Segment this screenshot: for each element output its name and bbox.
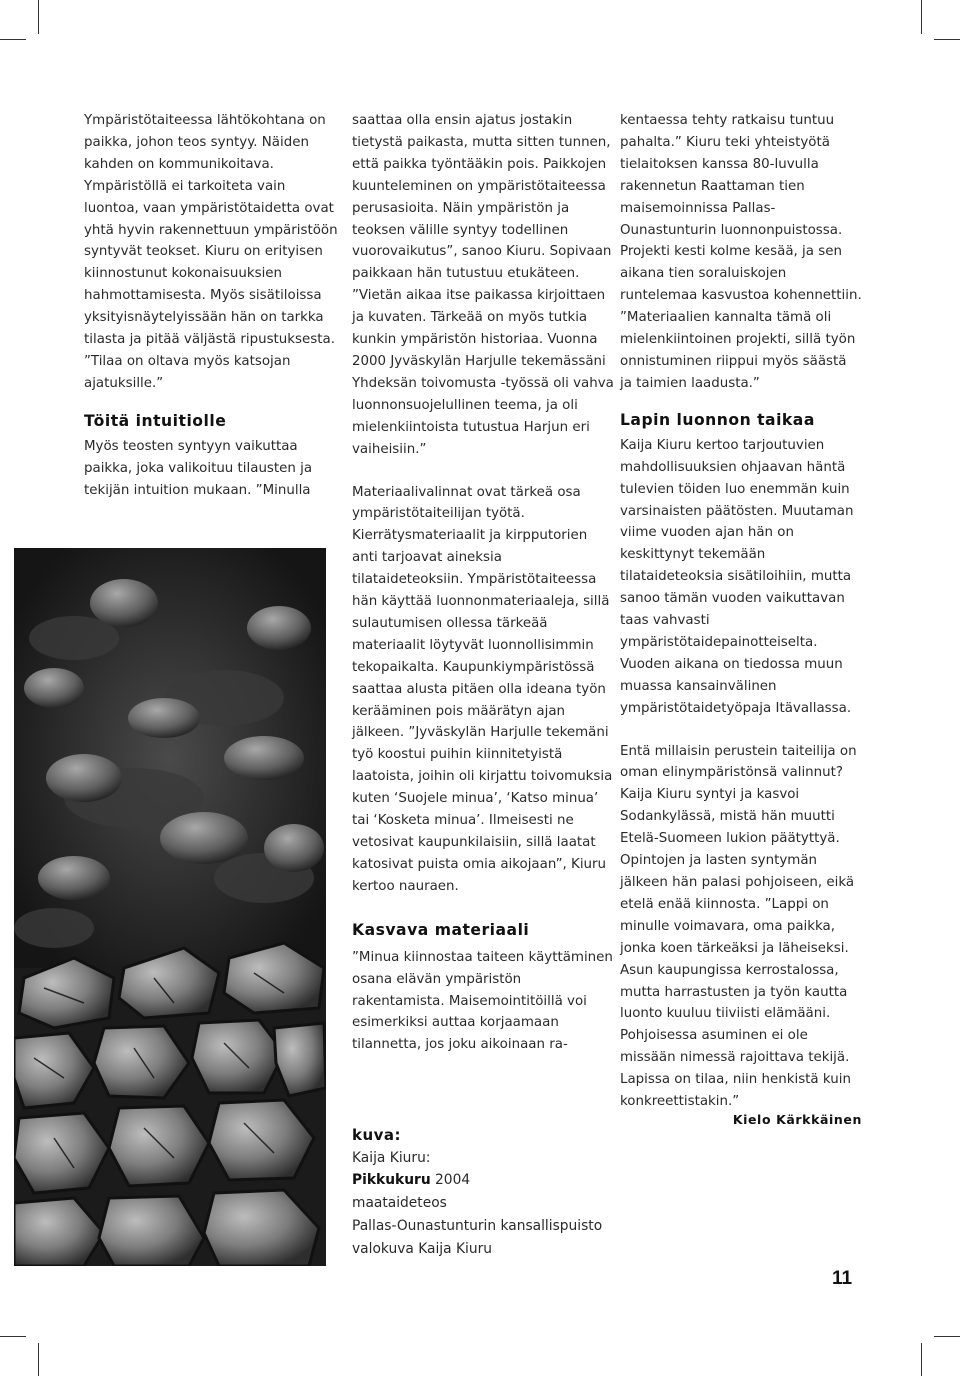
- text-column-left: [84, 110, 344, 502]
- caption-location: Pallas-Ounastunturin kansallispuisto: [352, 1217, 603, 1234]
- caption-work: [352, 1169, 622, 1192]
- paragraph: ”Minua kiinnostaa taiteen käyttäminen osana elävän ympäristön rakentamista. Maisemointitöillä voi esimerkiksi auttaa korjaamaan tilannetta, jos joku aikoinaan ra-: [352, 949, 613, 1053]
- paragraph: Entä millaisin perustein taiteilija on oman elinympäristönsä valinnut? Kaija Kiuru syntyi ja kasvoi Sodankylässä, mistä hän muutti Etelä-Suomeen lukion päätyttyä. Opintojen ja lasten syntymän jälkeen hän palasi pohjoiseen, eikä etelä enää kiinnosta. ”Lappi on minulle voimavara, oma paikka, jonka koen tärkeäksi ja läheiseksi. Asun kaupungissa kerrostalossa, mutta harrastusten ja työn kautta luonto kuuluu tiiviisti elämääni. Pohjoisessa asuminen ei ole missään nimessä rajoittava tekijä. Lapissa on tilaa, niin henkistä kuin konkreettistakin.”: [620, 743, 857, 1110]
- text-column-middle: [352, 110, 614, 1056]
- caption-work-title: Pikkukuru: [352, 1172, 431, 1189]
- paragraph: Kaija Kiuru kertoo tarjoutuvien mahdollisuuksien ohjaavan häntä tulevien töiden luo enemmän kuin varsinaisten päätösten. Muutaman viime vuoden ajan hän on keskittynyt tekemään tilataideteoksia sisätiloihiin, mutta sanoo tämän vuoden vaikuttavan taas vahvasti ympäristötaidepainotteiselta. Vuoden aikana on tiedossa muun muassa kansainvälinen ympäristötaidetyöpaja Itävallassa.: [620, 437, 854, 716]
- paragraph: saattaa olla ensin ajatus jostakin tietystä paikasta, mutta sitten tunnen, että paikka työntääkin pois. Paikkojen kuunteleminen on ympäristötaiteessa perusasioita. Näin ympäristön ja teoksen välille syntyy todellinen vuorovaikutus”, sanoo Kiuru. Sopivaan paikkaan hän tutustuu etukäteen. ”Vietän aikaa itse paikassa kirjoittaen ja kuvaten. Tärkeää on myös tutkia kunkin ympäristön historiaa. Vuonna 2000 Jyväskylän Harjulle tekemässäni Yhdeksän toivomusta -työssä oli vahva luonnonsuojelullinen teema, ja oli mielenkiintoista tutustua Harjun eri vaiheisiin.”: [352, 113, 614, 457]
- page-number: 11: [832, 1268, 853, 1289]
- author-signature: Kielo Kärkkäinen: [732, 1111, 862, 1127]
- crop-mark: [934, 39, 960, 40]
- crop-mark: [38, 1343, 39, 1376]
- text-column-right: [620, 110, 862, 1127]
- paragraph: Myös teosten syntyyn vaikuttaa paikka, joka valikoituu tilausten ja tekijän intuition mukaan. ”Minulla: [84, 438, 313, 498]
- paragraph: Materiaalivalinnat ovat tärkeä osa ympäristötaiteilijan työtä. Kierrätysmateriaalit ja kirpputorien anti tarjoavat aineksia tilataideteoksiin. Ympäristötaiteessa hän käyttää luonnonmateriaaleja, sillä sulautumisen ollessa tärkeää materiaalit löytyvät luonnollisimmin tekopaikalta. Kaupunkiympäristössä saattaa alusta pitäen olla ideana työn kerääminen pois määrätyn ajan jälkeen. ”Jyväskylän Harjulle tekemäni työ koostui puihin kiinnitetyistä laatoista, joihin oli kirjattu toivomuksia kuten ‘Suojele minua’, ‘Katso minua’ tai ‘Kosketa minua’. Ilmeisesti ne vetosivat kaupunkilaisiin, sillä laatat katosivat puista omia aikojaan”, Kiuru kertoo nauraen.: [352, 484, 613, 894]
- photo-caption: [352, 1124, 622, 1260]
- paragraph: Ympäristötaiteessa lähtökohtana on paikka, johon teos syntyy. Näiden kahden on kommunikoitava. Ympäristöllä ei tarkoiteta vain luontoa, vaan ympäristötaidetta ovat yhtä hyvin rakennettuun ympäristöön syntyvät teokset. Kiuru on erityisen kiinnostunut kokonaisuuksien hahmottamisesta. Myös sisätiloissa yksityisnäytelyissään hän on tarkka tilasta ja pitää väljästä ripustuksesta. ”Tilaa on oltava myös katsojan ajatuksille.”: [84, 113, 338, 391]
- section-heading-kasvava-materiaali: Kasvava materiaali: [352, 920, 530, 939]
- crop-mark: [921, 1343, 922, 1376]
- caption-artist: Kaija Kiuru:: [352, 1149, 431, 1166]
- caption-work-year: 2004: [430, 1172, 471, 1189]
- crop-mark: [0, 39, 26, 40]
- crop-mark: [934, 1336, 960, 1337]
- caption-label: kuva:: [352, 1126, 402, 1144]
- crop-mark: [921, 0, 922, 34]
- caption-photographer: valokuva Kaija Kiuru: [352, 1240, 493, 1257]
- crop-mark: [38, 0, 39, 34]
- rock-landscape-photo: [14, 548, 326, 1266]
- paragraph: kentaessa tehty ratkaisu tuntuu pahalta.” Kiuru teki yhteistyötä tielaitoksen kanssa 80-luvulla rakennetun Raattaman tien maisemoinnissa Pallas-Ounastunturin luonnonpuistossa. Projekti kesti kolme kesää, ja sen aikana tien soraluiskojen runtelemaa kasvustoa kohennettiin. ”Materiaalien kannalta tämä oli mielenkiintoinen projekti, sillä työn onnistuminen riippui myös säästä ja taimien laadusta.”: [620, 113, 862, 391]
- section-heading-toita-intuitiolle: Töitä intuitiolle: [84, 411, 227, 430]
- crop-mark: [0, 1336, 26, 1337]
- section-heading-lapin-luonnon-taikaa: Lapin luonnon taikaa: [620, 410, 815, 429]
- caption-type: maataideteos: [352, 1195, 447, 1212]
